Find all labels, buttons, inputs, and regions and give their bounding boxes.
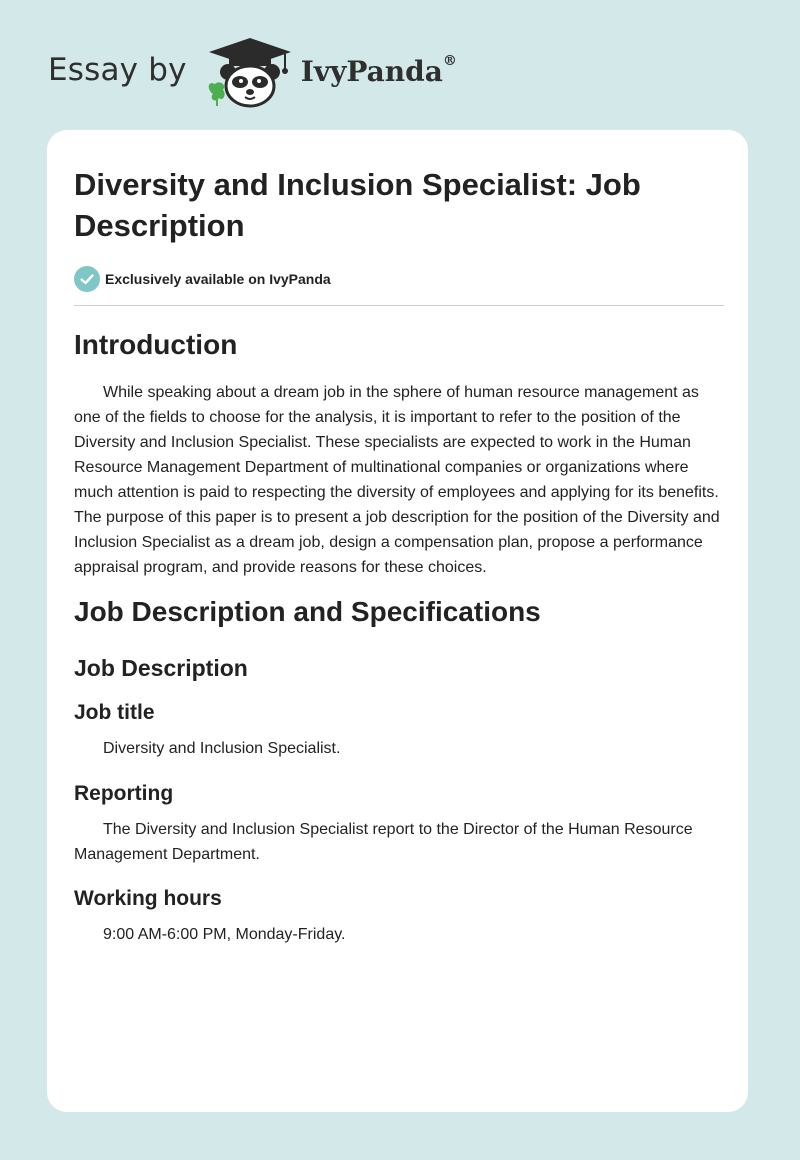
- essay-by-label: Essay by: [48, 52, 187, 88]
- site-header: [48, 36, 457, 108]
- paragraph-reporting: The Diversity and Inclusion Specialist report to the Director of the Human Resource Management Department.: [74, 821, 693, 863]
- registered-mark: ®: [442, 52, 457, 69]
- check-circle-icon: [74, 266, 100, 292]
- panda-graduation-cap-icon: [205, 36, 295, 108]
- heading-job-title: Job title: [74, 701, 155, 724]
- paragraph-working-hours: 9:00 AM-6:00 PM, Monday-Friday.: [103, 926, 346, 943]
- page-title: Diversity and Inclusion Specialist: Job Description: [74, 167, 641, 243]
- essay-content: [74, 164, 724, 947]
- paragraph-job-title: Diversity and Inclusion Specialist.: [103, 740, 341, 757]
- exclusive-label: Exclusively available on IvyPanda: [105, 271, 331, 287]
- divider: [74, 305, 724, 306]
- paragraph-introduction: While speaking about a dream job in the sphere of human resource management as one of the fields to choose for the analysis, it is important to refer to the position of the Diversity and Inclusion Specialist. These specialists are expected to work in the Human Resource Management Department of multinational companies or organizations where much attention is paid to respecting the diversity of employees and applying for its benefits. The purpose of this paper is to present a job description for the position of the Diversity and Inclusion Specialist as a dream job, design a compensation plan, propose a performance appraisal program, and provide reasons for these choices.: [74, 384, 720, 576]
- essay-card: [47, 130, 748, 1112]
- brand-text: IvyPanda: [300, 54, 443, 88]
- heading-job-description: Job Description: [74, 655, 248, 681]
- brand-name: [300, 52, 457, 88]
- exclusive-badge: [74, 265, 724, 293]
- heading-working-hours: Working hours: [74, 887, 222, 910]
- heading-introduction: Introduction: [74, 329, 238, 360]
- heading-job-description-specifications: Job Description and Specifications: [74, 596, 541, 627]
- heading-reporting: Reporting: [74, 782, 174, 805]
